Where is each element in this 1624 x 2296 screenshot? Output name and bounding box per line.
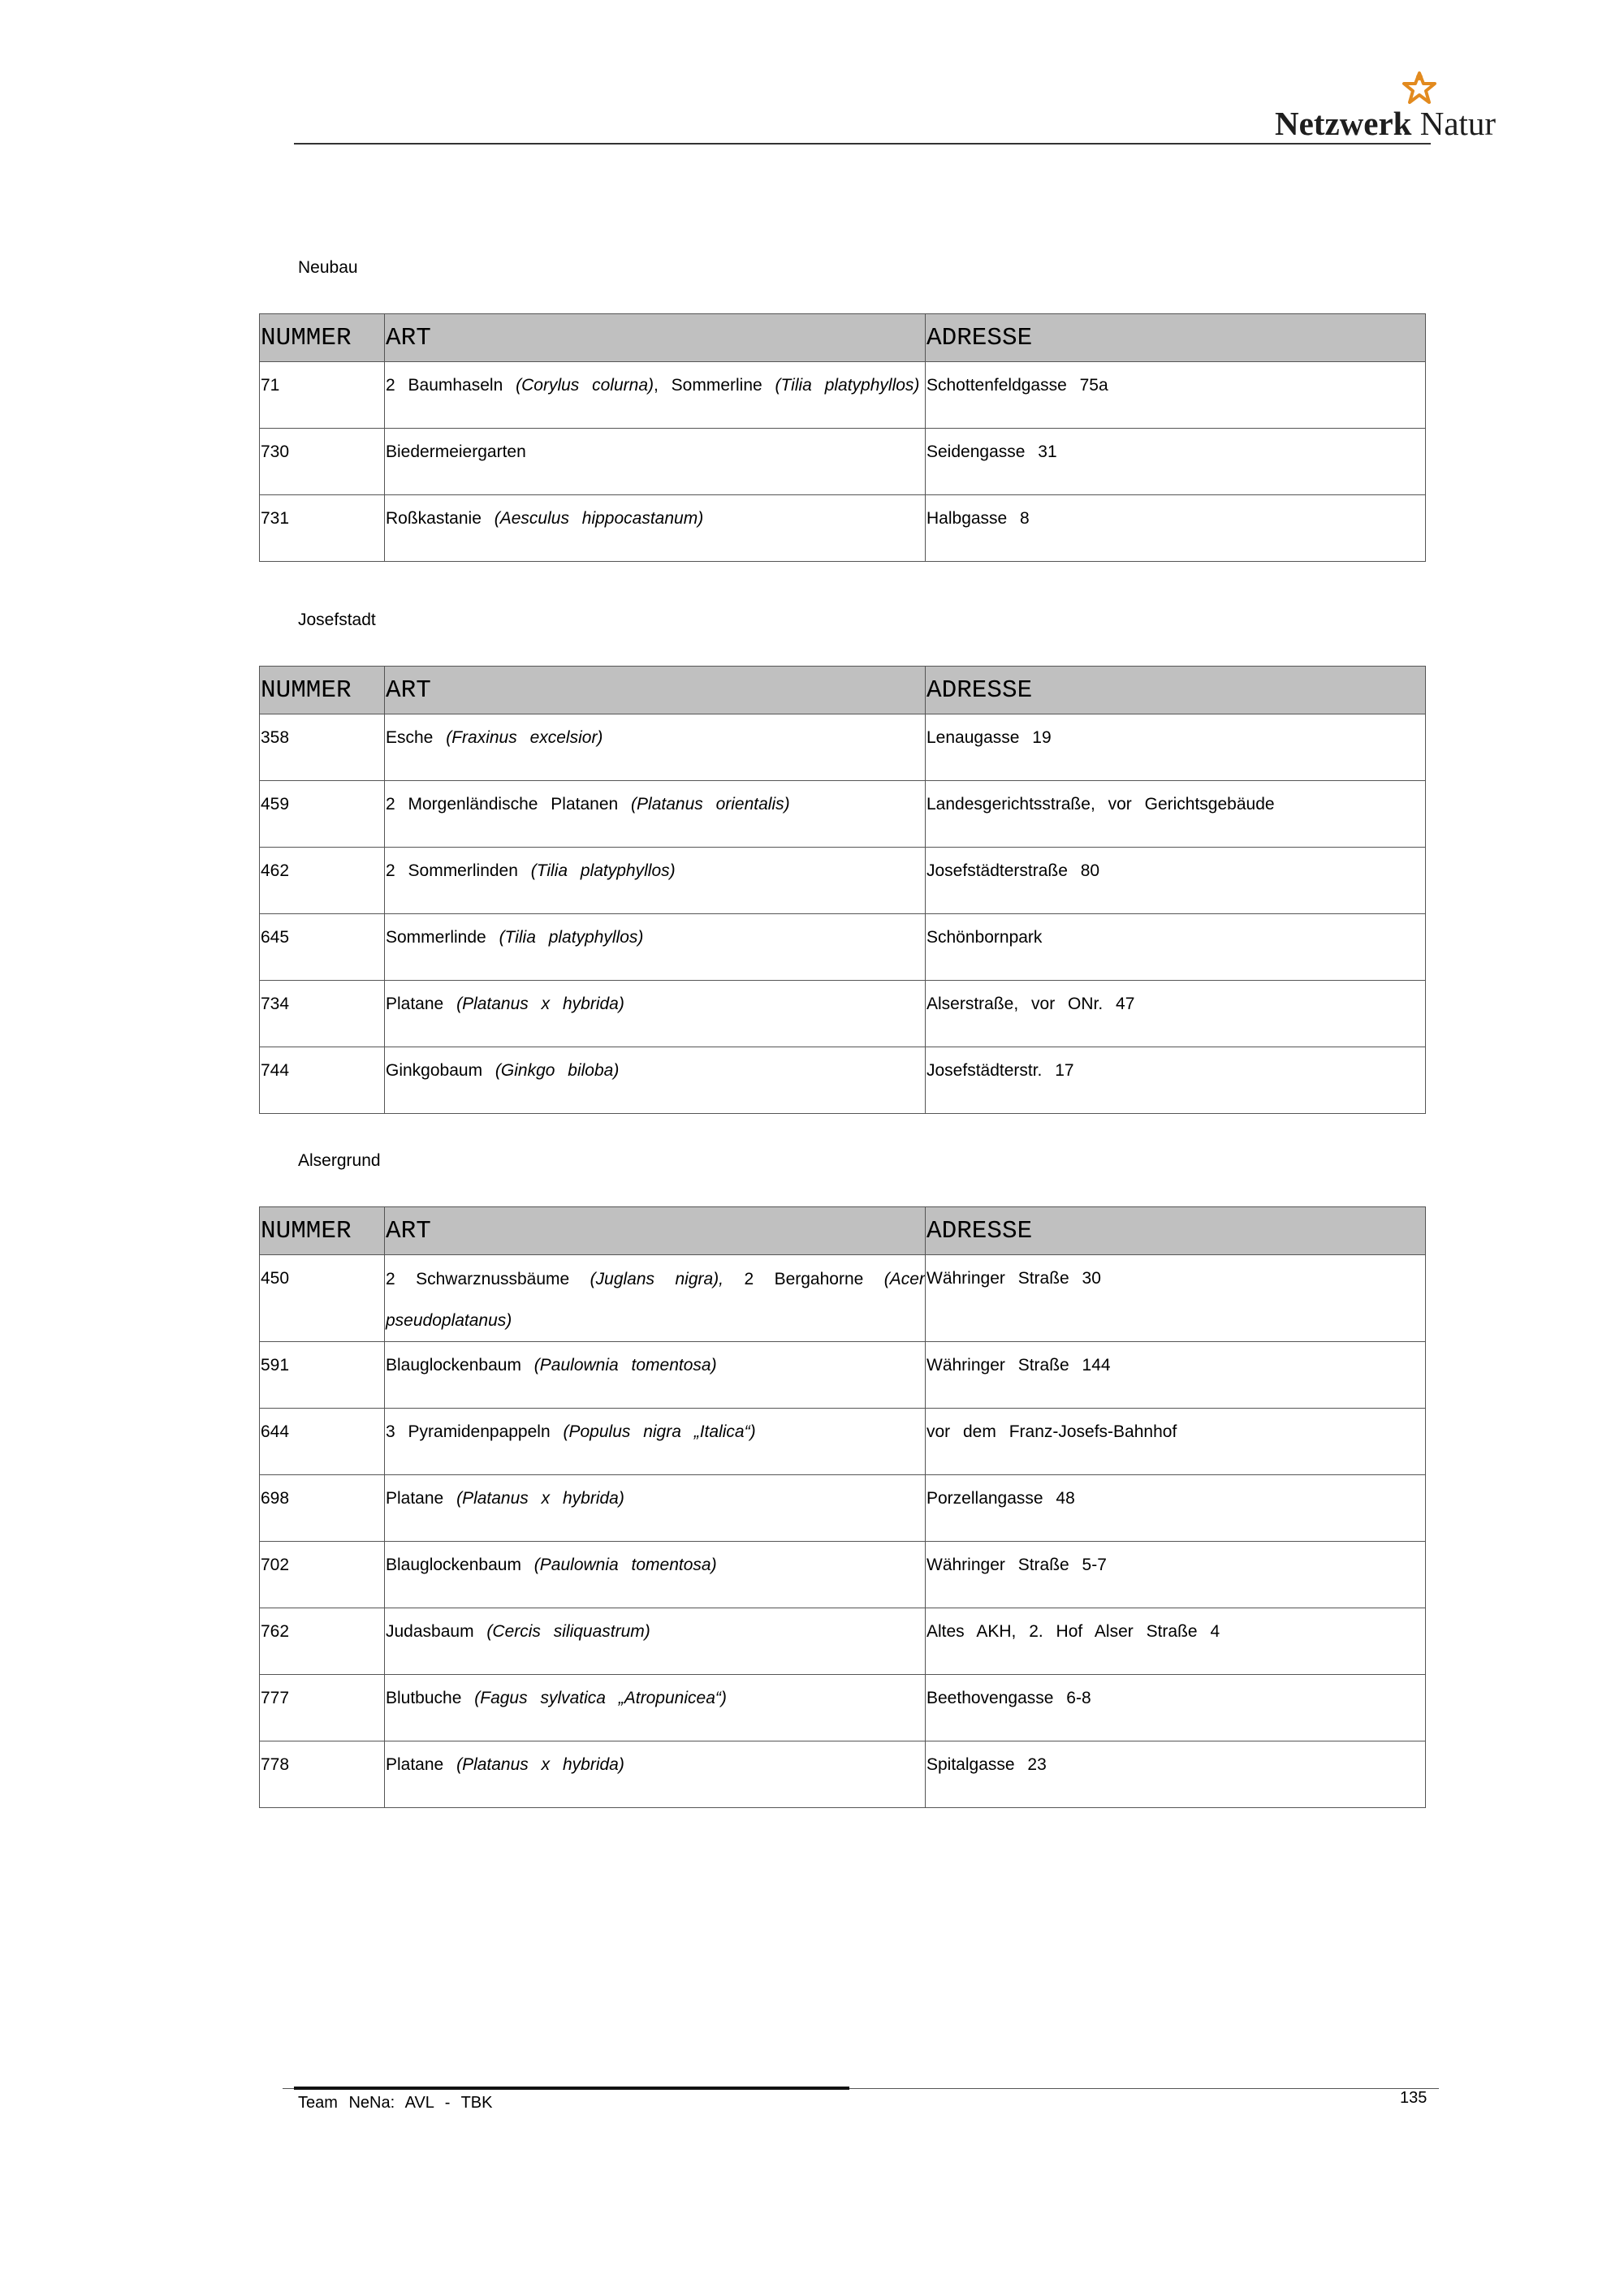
art-scientific-2: (Tilia platyphyllos) xyxy=(775,376,920,395)
art-name: Blauglockenbaum xyxy=(386,1556,521,1574)
art-word: 2 xyxy=(744,1270,754,1288)
art-name: Blauglockenbaum xyxy=(386,1356,521,1375)
cell-nummer: 450 xyxy=(260,1255,385,1342)
cell-adresse: Alserstraße, vor ONr. 47 xyxy=(926,981,1426,1047)
table-row xyxy=(260,714,1426,781)
cell-art xyxy=(385,429,926,495)
art-word: 2 xyxy=(386,1270,395,1288)
art-name: 2 Baumhaseln xyxy=(386,376,503,395)
column-header-adresse: ADRESSE xyxy=(926,1207,1426,1255)
cell-nummer: 462 xyxy=(260,848,385,914)
section-title-alsergrund: Alsergrund xyxy=(298,1151,381,1170)
table-row xyxy=(260,429,1426,495)
header-rule xyxy=(294,143,1431,145)
art-name: 3 Pyramidenpappeln xyxy=(386,1422,551,1441)
cell-nummer: 459 xyxy=(260,781,385,848)
cell-adresse: Halbgasse 8 xyxy=(926,495,1426,562)
table-header-row xyxy=(260,314,1426,362)
table-row xyxy=(260,781,1426,848)
art-scientific: (Corylus colurna) xyxy=(516,376,654,395)
art-name: 2 Sommerlinden xyxy=(386,861,518,880)
table-row xyxy=(260,1255,1426,1342)
table-header-row xyxy=(260,1207,1426,1255)
art-scientific: (Ginkgo biloba) xyxy=(495,1061,620,1080)
table-row xyxy=(260,1047,1426,1114)
column-header-nummer: NUMMER xyxy=(260,667,385,714)
art-scientific: (Tilia platyphyllos) xyxy=(530,861,676,880)
art-scientific: (Populus nigra „Italica“) xyxy=(563,1422,756,1441)
column-header-art: ART xyxy=(385,667,926,714)
cell-adresse: Schönbornpark xyxy=(926,914,1426,981)
cell-nummer: 645 xyxy=(260,914,385,981)
cell-art xyxy=(385,848,926,914)
art-word: Schwarznussbäume xyxy=(416,1270,570,1288)
table-row xyxy=(260,981,1426,1047)
art-name: Ginkgobaum xyxy=(386,1061,483,1080)
cell-nummer: 698 xyxy=(260,1475,385,1542)
table-row xyxy=(260,1475,1426,1542)
page-number: 135 xyxy=(1400,2089,1427,2107)
cell-adresse: Währinger Straße 5-7 xyxy=(926,1542,1426,1608)
cell-adresse: Schottenfeldgasse 75a xyxy=(926,362,1426,429)
art-name: Biedermeiergarten xyxy=(386,442,526,461)
art-scientific: (Platanus orientalis) xyxy=(631,795,790,814)
cell-art xyxy=(385,914,926,981)
cell-art xyxy=(385,1342,926,1409)
art-word: (Juglans xyxy=(590,1270,655,1288)
art-scientific: (Platanus x hybrida) xyxy=(456,1755,624,1774)
column-header-nummer: NUMMER xyxy=(260,314,385,362)
cell-nummer: 644 xyxy=(260,1409,385,1475)
art-name: Platane xyxy=(386,1755,444,1774)
column-header-adresse: ADRESSE xyxy=(926,314,1426,362)
cell-adresse: Währinger Straße 30 xyxy=(926,1255,1426,1342)
cell-adresse: Porzellangasse 48 xyxy=(926,1475,1426,1542)
table-row xyxy=(260,362,1426,429)
cell-art xyxy=(385,781,926,848)
cell-art xyxy=(385,1542,926,1608)
cell-adresse: Landesgerichtsstraße, vor Gerichtsgebäude xyxy=(926,781,1426,848)
table-row xyxy=(260,1409,1426,1475)
art-scientific: (Fagus sylvatica „Atropunicea“) xyxy=(474,1689,727,1707)
section-title-josefstadt: Josefstadt xyxy=(298,611,376,629)
cell-art xyxy=(385,1675,926,1741)
table-row xyxy=(260,1608,1426,1675)
cell-adresse: Josefstädterstr. 17 xyxy=(926,1047,1426,1114)
cell-nummer: 358 xyxy=(260,714,385,781)
art-name: Platane xyxy=(386,1489,444,1508)
cell-art xyxy=(385,1741,926,1808)
cell-nummer: 777 xyxy=(260,1675,385,1741)
cell-art xyxy=(385,362,926,429)
column-header-art: ART xyxy=(385,314,926,362)
cell-art xyxy=(385,1255,926,1342)
tree-table-alsergrund xyxy=(259,1206,1426,1808)
art-name: Sommerlinde xyxy=(386,928,486,947)
table-row xyxy=(260,848,1426,914)
art-scientific: (Fraxinus excelsior) xyxy=(446,728,603,747)
table-header-row xyxy=(260,667,1426,714)
cell-art xyxy=(385,1047,926,1114)
cell-nummer: 778 xyxy=(260,1741,385,1808)
netzwerk-natur-logo xyxy=(1275,70,1510,143)
cell-nummer: 734 xyxy=(260,981,385,1047)
art-name-2: , Sommerline xyxy=(654,376,762,395)
art-scientific: (Paulownia tomentosa) xyxy=(533,1556,717,1574)
art-line-2: pseudoplatanus) xyxy=(386,1311,512,1330)
art-word: (Acer xyxy=(883,1270,925,1288)
column-header-art: ART xyxy=(385,1207,926,1255)
art-word: Bergahorne xyxy=(774,1270,864,1288)
cell-nummer: 731 xyxy=(260,495,385,562)
table-row xyxy=(260,1741,1426,1808)
footer-rule-accent xyxy=(294,2087,849,2090)
tree-table-josefstadt xyxy=(259,666,1426,1114)
footer-team-label: Team NeNa: AVL - TBK xyxy=(298,2094,493,2112)
cell-art xyxy=(385,1475,926,1542)
section-title-neubau: Neubau xyxy=(298,258,358,277)
cell-adresse: Beethovengasse 6-8 xyxy=(926,1675,1426,1741)
cell-adresse: Währinger Straße 144 xyxy=(926,1342,1426,1409)
cell-art xyxy=(385,981,926,1047)
table-row xyxy=(260,495,1426,562)
cell-nummer: 702 xyxy=(260,1542,385,1608)
art-scientific: (Cercis siliquastrum) xyxy=(486,1622,650,1641)
art-name: Judasbaum xyxy=(386,1622,474,1641)
cell-nummer: 762 xyxy=(260,1608,385,1675)
logo-bold-text: Netzwerk xyxy=(1275,105,1412,142)
art-scientific: (Paulownia tomentosa) xyxy=(533,1356,717,1375)
art-name: 2 Morgenländische Platanen xyxy=(386,795,619,814)
cell-nummer: 744 xyxy=(260,1047,385,1114)
cell-nummer: 730 xyxy=(260,429,385,495)
art-scientific: (Platanus x hybrida) xyxy=(456,1489,624,1508)
art-word: nigra), xyxy=(675,1270,724,1288)
cell-adresse: Spitalgasse 23 xyxy=(926,1741,1426,1808)
art-line-1 xyxy=(386,1258,925,1300)
cell-adresse: vor dem Franz-Josefs-Bahnhof xyxy=(926,1409,1426,1475)
art-name: Blutbuche xyxy=(386,1689,462,1707)
cell-art xyxy=(385,1608,926,1675)
tree-table-neubau xyxy=(259,313,1426,562)
cell-art xyxy=(385,1409,926,1475)
cell-adresse: Altes AKH, 2. Hof Alser Straße 4 xyxy=(926,1608,1426,1675)
table-row xyxy=(260,1675,1426,1741)
cell-adresse: Lenaugasse 19 xyxy=(926,714,1426,781)
art-scientific: (Platanus x hybrida) xyxy=(456,995,624,1013)
table-row xyxy=(260,1342,1426,1409)
column-header-adresse: ADRESSE xyxy=(926,667,1426,714)
art-scientific: (Tilia platyphyllos) xyxy=(499,928,644,947)
cell-art xyxy=(385,714,926,781)
table-row xyxy=(260,914,1426,981)
logo-light-text: Natur xyxy=(1419,105,1497,142)
art-scientific: (Aesculus hippocastanum) xyxy=(494,509,704,528)
art-name: Roßkastanie xyxy=(386,509,482,528)
cell-art xyxy=(385,495,926,562)
table-row xyxy=(260,1542,1426,1608)
logo-wordmark xyxy=(1275,104,1496,143)
cell-nummer: 71 xyxy=(260,362,385,429)
cell-nummer: 591 xyxy=(260,1342,385,1409)
column-header-nummer: NUMMER xyxy=(260,1207,385,1255)
art-name: Esche xyxy=(386,728,434,747)
art-name: Platane xyxy=(386,995,444,1013)
cell-adresse: Josefstädterstraße 80 xyxy=(926,848,1426,914)
star-figure-icon xyxy=(1398,70,1440,109)
cell-adresse: Seidengasse 31 xyxy=(926,429,1426,495)
